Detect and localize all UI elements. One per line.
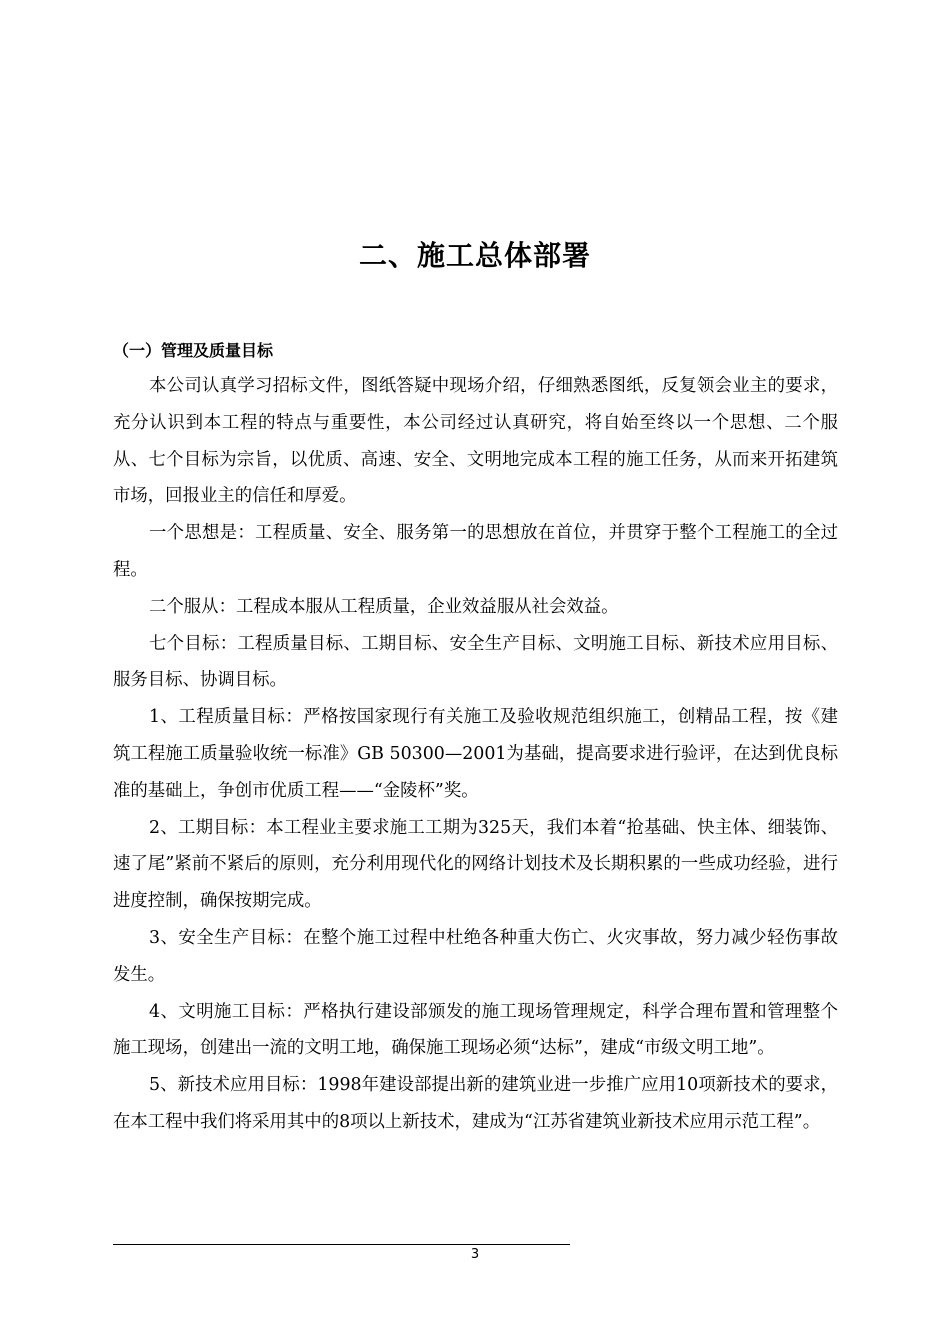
page-number: 3 xyxy=(470,1247,480,1262)
paragraph: 1、工程质量目标：严格按国家现行有关施工及验收规范组织施工，创精品工程，按《建筑工程施工质量验收统一标准》GB 50300—2001为基础，提高要求进行验评，在达到优良标准的基础上，争创市优质工程——“金陵杯”奖。 xyxy=(113,707,838,801)
paragraph: 5、新技术应用目标：1998年建设部提出新的建筑业进一步推广应用10项新技术的要求，在本工程中我们将采用其中的8项以上新技术，建成为“江苏省建筑业新技术应用示范工程”。 xyxy=(113,1075,838,1132)
footer-rule xyxy=(113,1244,570,1245)
section-heading: （一）管理及质量目标 xyxy=(113,341,274,360)
paragraph: 二个服从：工程成本服从工程质量，企业效益服从社会效益。 xyxy=(149,596,619,617)
paragraph: 七个目标：工程质量目标、工期目标、安全生产目标、文明施工目标、新技术应用目标、服务目标、协调目标。 xyxy=(113,633,838,691)
paragraph: 一个思想是：工程质量、安全、服务第一的思想放在首位，并贯穿于整个工程施工的全过程。 xyxy=(113,523,838,580)
paragraph: 本公司认真学习招标文件，图纸答疑中现场介绍，仔细熟悉图纸，反复领会业主的要求，充分认识到本工程的特点与重要性，本公司经过认真研究，将自始至终以一个思想、二个服从、七个目标为宗旨，以优质、高速、安全、文明地完成本工程的施工任务，从而来开拓建筑市场，回报业主的信任和厚爱。 xyxy=(113,376,838,507)
paragraph: 4、文明施工目标：严格执行建设部颁发的施工现场管理规定，科学合理布置和管理整个施工现场，创建出一流的文明工地，确保施工现场必须“达标”，建成“市级文明工地”。 xyxy=(113,1001,838,1059)
body-text xyxy=(113,368,838,1141)
paragraph: 2、工期目标：本工程业主要求施工工期为325天，我们本着“抢基础、快主体、细装饰、速了尾”紧前不紧后的原则，充分利用现代化的网络计划技术及长期积累的一些成功经验，进行进度控制，确保按期完成。 xyxy=(113,817,838,912)
paragraph: 3、安全生产目标：在整个施工过程中杜绝各种重大伤亡、火灾事故，努力减少轻伤事故发生。 xyxy=(113,927,838,985)
page-title: 二、施工总体部署 xyxy=(358,239,591,272)
